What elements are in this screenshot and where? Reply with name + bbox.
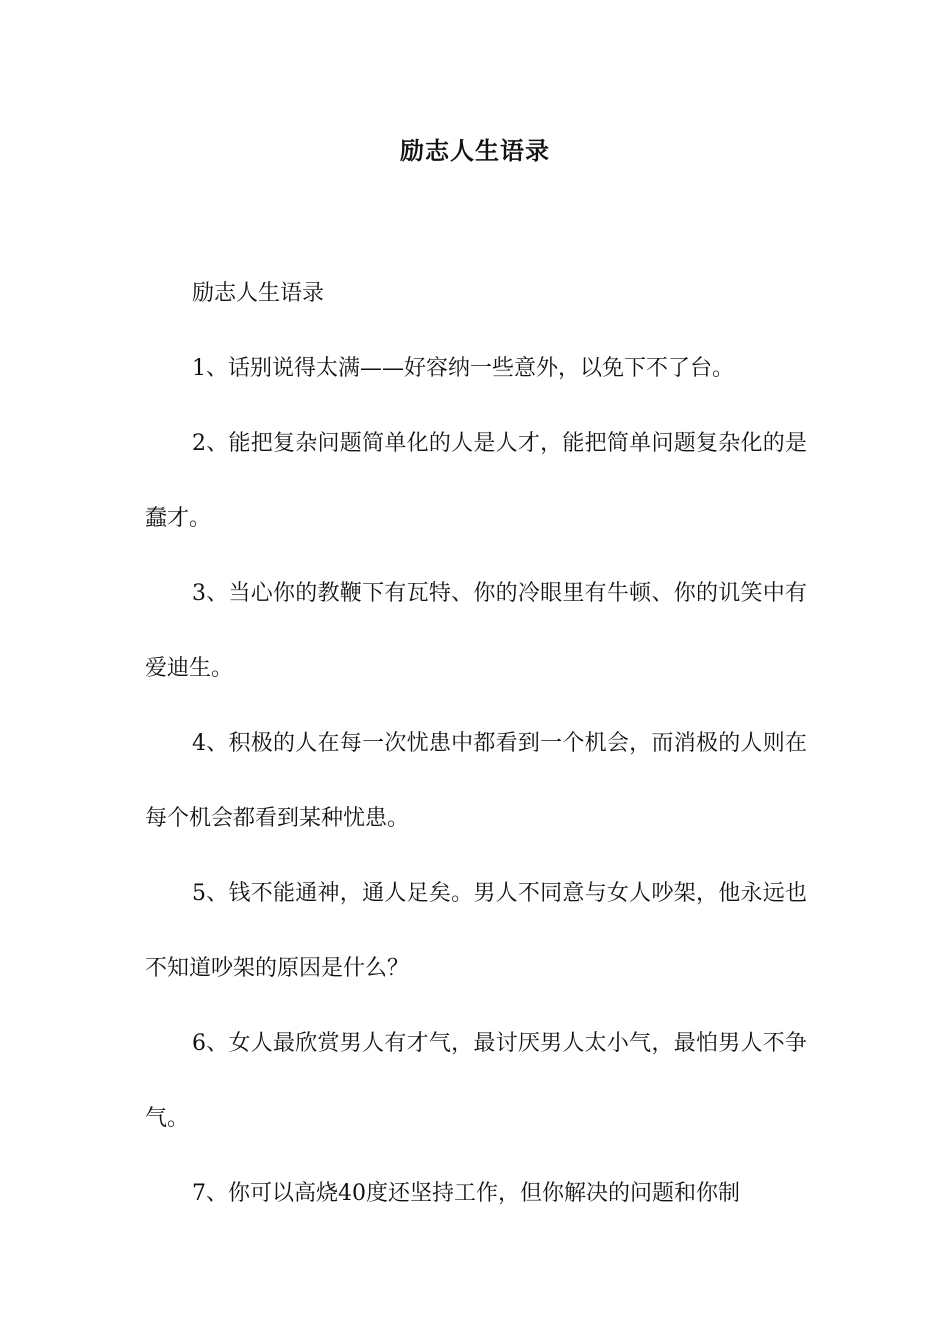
paragraph-quote-5: 5、钱不能通神，通人足矣。男人不同意与女人吵架，他永远也不知道吵架的原因是什么？	[145, 881, 807, 981]
paragraph-quote-1: 1、话别说得太满——好容纳一些意外，以免下不了台。	[192, 356, 734, 381]
paragraph-quote-4: 4、积极的人在每一次忧患中都看到一个机会，而消极的人则在每个机会都看到某种忧患。	[145, 731, 807, 831]
document-title: 励志人生语录	[400, 136, 550, 165]
paragraph-quote-2: 2、能把复杂问题简单化的人是人才，能把简单问题复杂化的是蠢才。	[145, 431, 807, 531]
document-body	[145, 256, 807, 1231]
paragraph-quote-6: 6、女人最欣赏男人有才气，最讨厌男人太小气，最怕男人不争气。	[145, 1031, 807, 1131]
paragraph-quote-7: 7、你可以高烧40度还坚持工作，但你解决的问题和你制	[192, 1181, 740, 1206]
paragraph-quote-3: 3、当心你的教鞭下有瓦特、你的冷眼里有牛顿、你的讥笑中有爱迪生。	[145, 581, 807, 681]
paragraph-subtitle: 励志人生语录	[192, 281, 325, 306]
